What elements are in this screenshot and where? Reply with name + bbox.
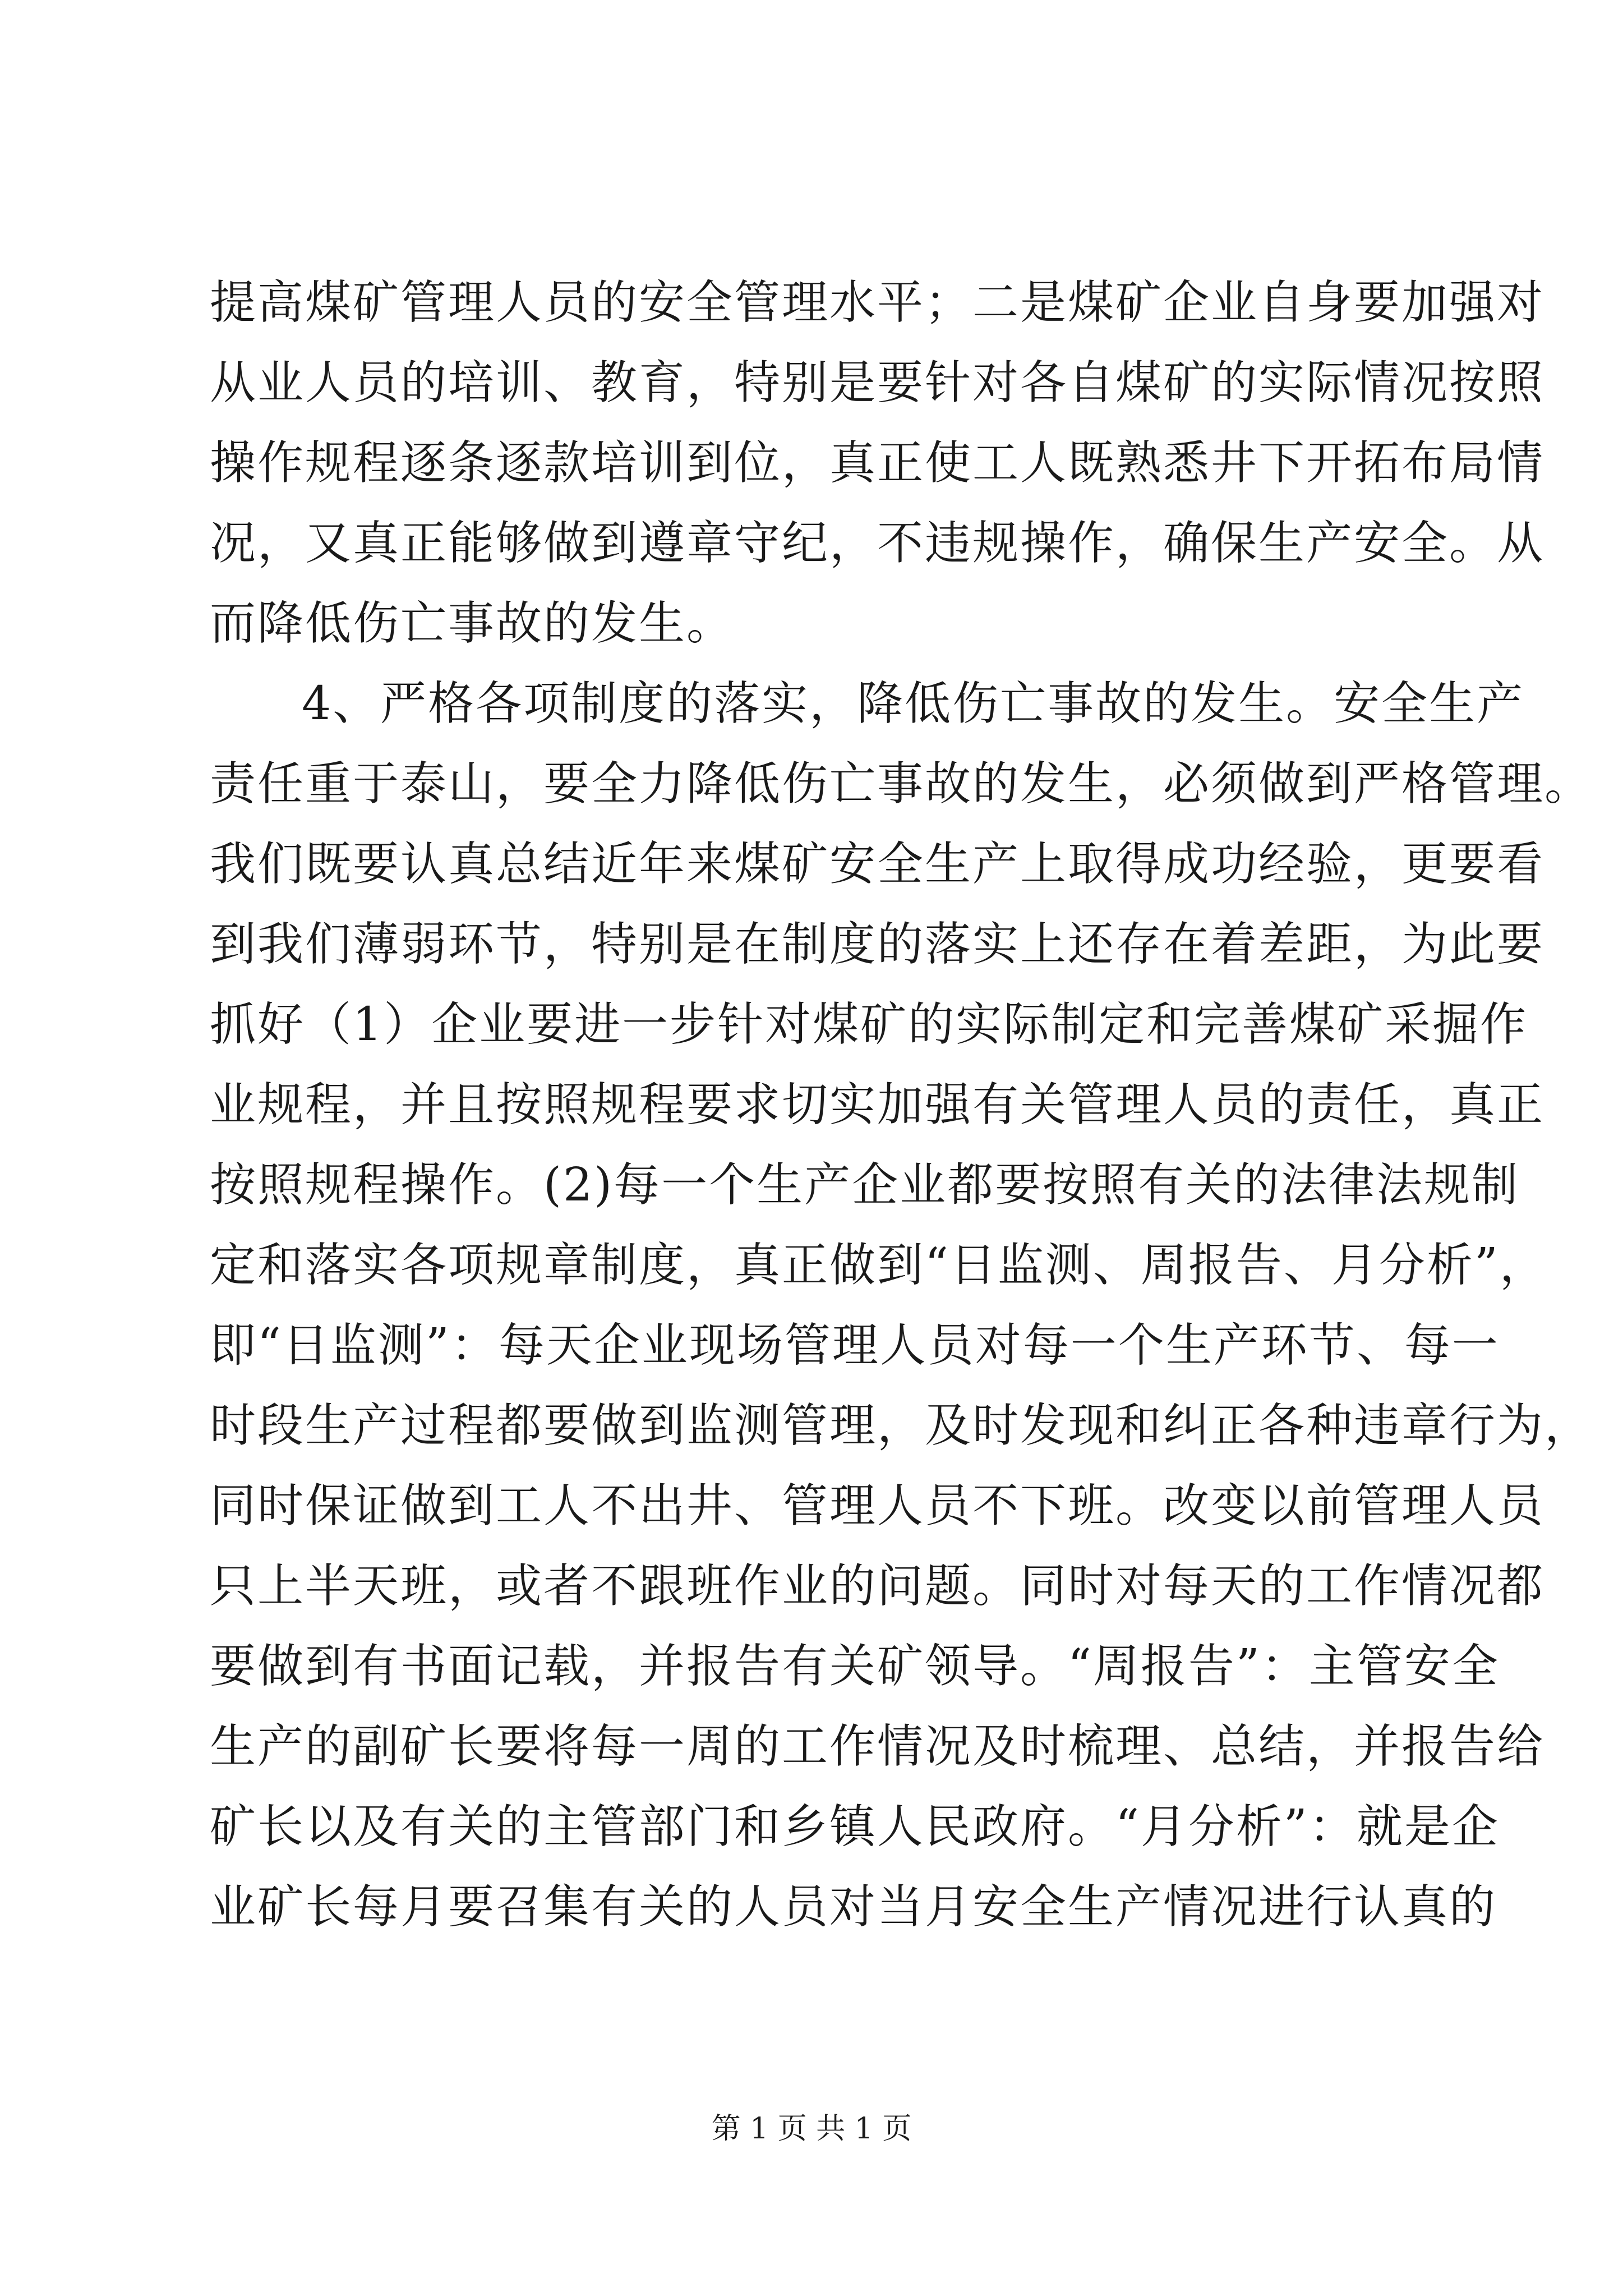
text-line: 提高煤矿管理人员的安全管理水平；二是煤矿企业自身要加强对 bbox=[210, 276, 1545, 329]
text-line: 责任重于泰山，要全力降低伤亡事故的发生，必须做到严格管理。 bbox=[210, 757, 1593, 811]
text-line: 时段生产过程都要做到监测管理，及时发现和纠正各种违章行为， bbox=[210, 1399, 1593, 1452]
paragraph-4-start: 4、严格各项制度的落实，降低伤亡事故的发生。安全生产 bbox=[302, 677, 1525, 730]
text-line: 从业人员的培训、教育，特别是要针对各自煤矿的实际情况按照 bbox=[210, 356, 1545, 409]
text-line: 要做到有书面记载，并报告有关矿领导。“周报告”：主管安全 bbox=[210, 1640, 1500, 1693]
text-line: 生产的副矿长要将每一周的工作情况及时梳理、总结，并报告给 bbox=[210, 1720, 1545, 1773]
text-line: 操作规程逐条逐款培训到位，真正使工人既熟悉井下开拓布局情 bbox=[210, 436, 1545, 490]
text-line: 业矿长每月要召集有关的人员对当月安全生产情况进行认真的 bbox=[210, 1880, 1497, 1934]
text-line: 我们既要认真总结近年来煤矿安全生产上取得成功经验，更要看 bbox=[210, 838, 1545, 891]
text-line: 矿长以及有关的主管部门和乡镇人民政府。“月分析”：就是企 bbox=[210, 1800, 1500, 1853]
text-line: 抓好（1）企业要进一步针对煤矿的实际制定和完善煤矿采掘作 bbox=[210, 998, 1528, 1051]
text-line: 只上半天班，或者不跟班作业的问题。同时对每天的工作情况都 bbox=[210, 1559, 1545, 1613]
text-line: 况，又真正能够做到遵章守纪，不违规操作，确保生产安全。从 bbox=[210, 517, 1545, 570]
document-body bbox=[210, 263, 1593, 1947]
text-line: 定和落实各项规章制度，真正做到“日监测、周报告、月分析”， bbox=[210, 1239, 1547, 1292]
text-line: 而降低伤亡事故的发生。 bbox=[210, 597, 735, 650]
text-line: 同时保证做到工人不出井、管理人员不下班。改变以前管理人员 bbox=[210, 1479, 1545, 1533]
text-line: 即“日监测”：每天企业现场管理人员对每一个生产环节、每一 bbox=[210, 1319, 1500, 1372]
text-line: 按照规程操作。(2)每一个生产企业都要按照有关的法律法规制 bbox=[210, 1158, 1520, 1212]
page-number-footer: 第 1 页 共 1 页 bbox=[711, 2112, 912, 2146]
text-line: 到我们薄弱环节，特别是在制度的落实上还存在着差距，为此要 bbox=[210, 918, 1545, 971]
text-line: 业规程，并且按照规程要求切实加强有关管理人员的责任，真正 bbox=[210, 1078, 1545, 1131]
